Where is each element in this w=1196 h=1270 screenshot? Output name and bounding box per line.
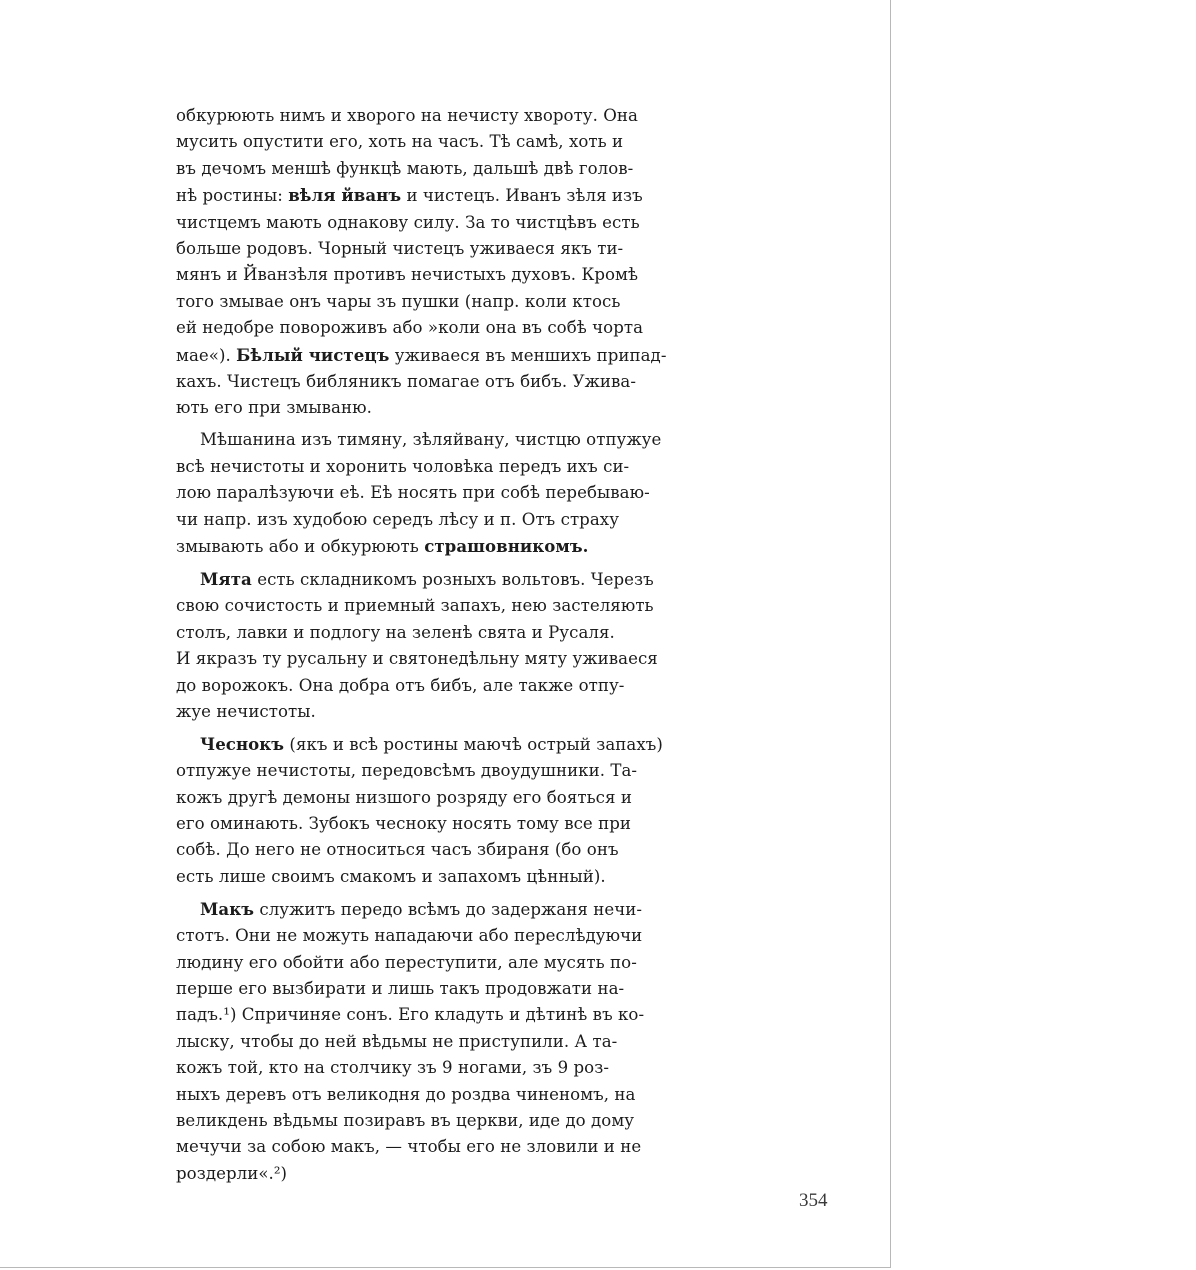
text-line: лою паралѣзуючи еѣ. Еѣ носять при собѣ перебываю- <box>176 483 650 503</box>
paragraph-4 <box>176 731 716 890</box>
text-line: собѣ. До него не относиться часъ збираня (бо онъ <box>176 840 619 860</box>
text-line: змывають або и обкурюють страшовникомъ. <box>176 536 589 556</box>
text-line: мечучи за собою макъ, — чтобы его не зловили и не <box>176 1137 642 1157</box>
text-line: И якразъ ту русальну и святонедѣльну мяту уживаеся <box>176 649 658 669</box>
text-line: столъ, лавки и подлогу на зеленѣ свята и Русаля. <box>176 622 615 642</box>
text-line: стотъ. Они не можуть нападаючи або переслѣдуючи <box>176 926 643 946</box>
text-line: роздерли«.²) <box>176 1163 288 1183</box>
text-line: кахъ. Чистецъ библяникъ помагае отъ бибъ. Ужива- <box>176 372 637 392</box>
text-line: кожъ другѣ демоны низшого розряду его бояться и <box>176 787 632 807</box>
text-line: ють его при змываню. <box>176 398 372 418</box>
text-line: отпужуе нечистоты, передовсѣмъ двоудушники. Та- <box>176 761 638 781</box>
text-line: мусить опустити его, хоть на часъ. Тѣ самѣ, хоть и <box>176 132 624 152</box>
bold-headword: вѣля йванъ <box>288 185 402 206</box>
text-line: свою сочистость и приемный запахъ, нею застеляють <box>176 596 654 616</box>
text-line: есть лише своимъ смакомъ и запахомъ цѣнный). <box>176 866 606 886</box>
text-line: его оминають. Зубокъ чесноку носять тому все при <box>176 814 632 834</box>
text-line: кожъ той, кто на столчику зъ 9 ногами, зъ 9 роз- <box>176 1058 609 1078</box>
text-line: ныхъ деревъ отъ великодня до роздва чиненомъ, на <box>176 1084 636 1104</box>
body-text <box>176 103 716 1193</box>
page-number: 354 <box>799 1190 828 1211</box>
text-line: великдень вѣдьмы позиравъ въ церкви, иде до дому <box>176 1111 635 1131</box>
text-line: того змывае онъ чары зъ пушки (напр. коли ктось <box>176 291 621 311</box>
text-line: больше родовъ. Чорный чистецъ уживаеся якъ ти- <box>176 239 624 259</box>
text-line: обкурюють нимъ и хворого на нечисту хвороту. Она <box>176 106 638 125</box>
bold-headword: Бѣлый чистецъ <box>236 344 390 365</box>
text-line: Чеснокъ (якъ и всѣ ростины маючѣ острый запахъ) <box>200 733 663 754</box>
bold-headword: Мята <box>200 568 252 589</box>
text-line: перше его вызбирати и лишь такъ продовжати на- <box>176 979 625 998</box>
text-line: жуе нечистоты. <box>176 701 316 721</box>
paragraph-1 <box>176 103 716 422</box>
bold-headword: Чеснокъ <box>200 733 285 754</box>
paragraph-5 <box>176 896 716 1187</box>
paragraph-3 <box>176 566 716 725</box>
text-line: въ дечомъ меншѣ функцѣ мають, дальшѣ двѣ голов- <box>176 158 634 178</box>
text-line: людину его обойти або переступити, але мусять по- <box>176 952 637 972</box>
text-line: мае«). Бѣлый чистецъ уживаеся въ меншихъ припад- <box>176 344 667 365</box>
text-line: чистцемъ мають однакову силу. За то чистцѣвъ есть <box>176 212 640 232</box>
text-line: Макъ служитъ передо всѣмъ до задержаня нечи- <box>200 898 643 919</box>
text-line: лыску, чтобы до ней вѣдьмы не приступили. А та- <box>176 1031 618 1051</box>
text-line: падъ.¹) Спричиняе сонъ. Его кладуть и дѣтинѣ въ ко- <box>176 1005 645 1025</box>
text-line: чи напр. изъ худобою середъ лѣсу и п. Отъ страху <box>176 509 620 529</box>
text-line: ей недобре повороживъ або »коли она въ собѣ чорта <box>176 318 644 338</box>
text-line: до ворожокъ. Она добра отъ бибъ, але также отпу- <box>176 675 625 695</box>
text-line: мянъ и Йванзѣля противъ нечистыхъ духовъ. Кромѣ <box>176 265 639 285</box>
bold-headword: Макъ <box>200 898 255 919</box>
text-line: Мята есть складникомъ розныхъ вольтовъ. Черезъ <box>200 568 654 589</box>
paragraph-2 <box>176 427 716 560</box>
text-line: всѣ нечистоты и хоронить чоловѣка передъ ихъ си- <box>176 456 630 476</box>
text-line: нѣ ростины: вѣля йванъ и чистецъ. Иванъ зѣля изъ <box>176 185 643 206</box>
bold-headword: страшовникомъ. <box>424 536 589 556</box>
text-line: Мѣшанина изъ тимяну, зѣляйвану, чистцю отпужуе <box>200 430 662 450</box>
